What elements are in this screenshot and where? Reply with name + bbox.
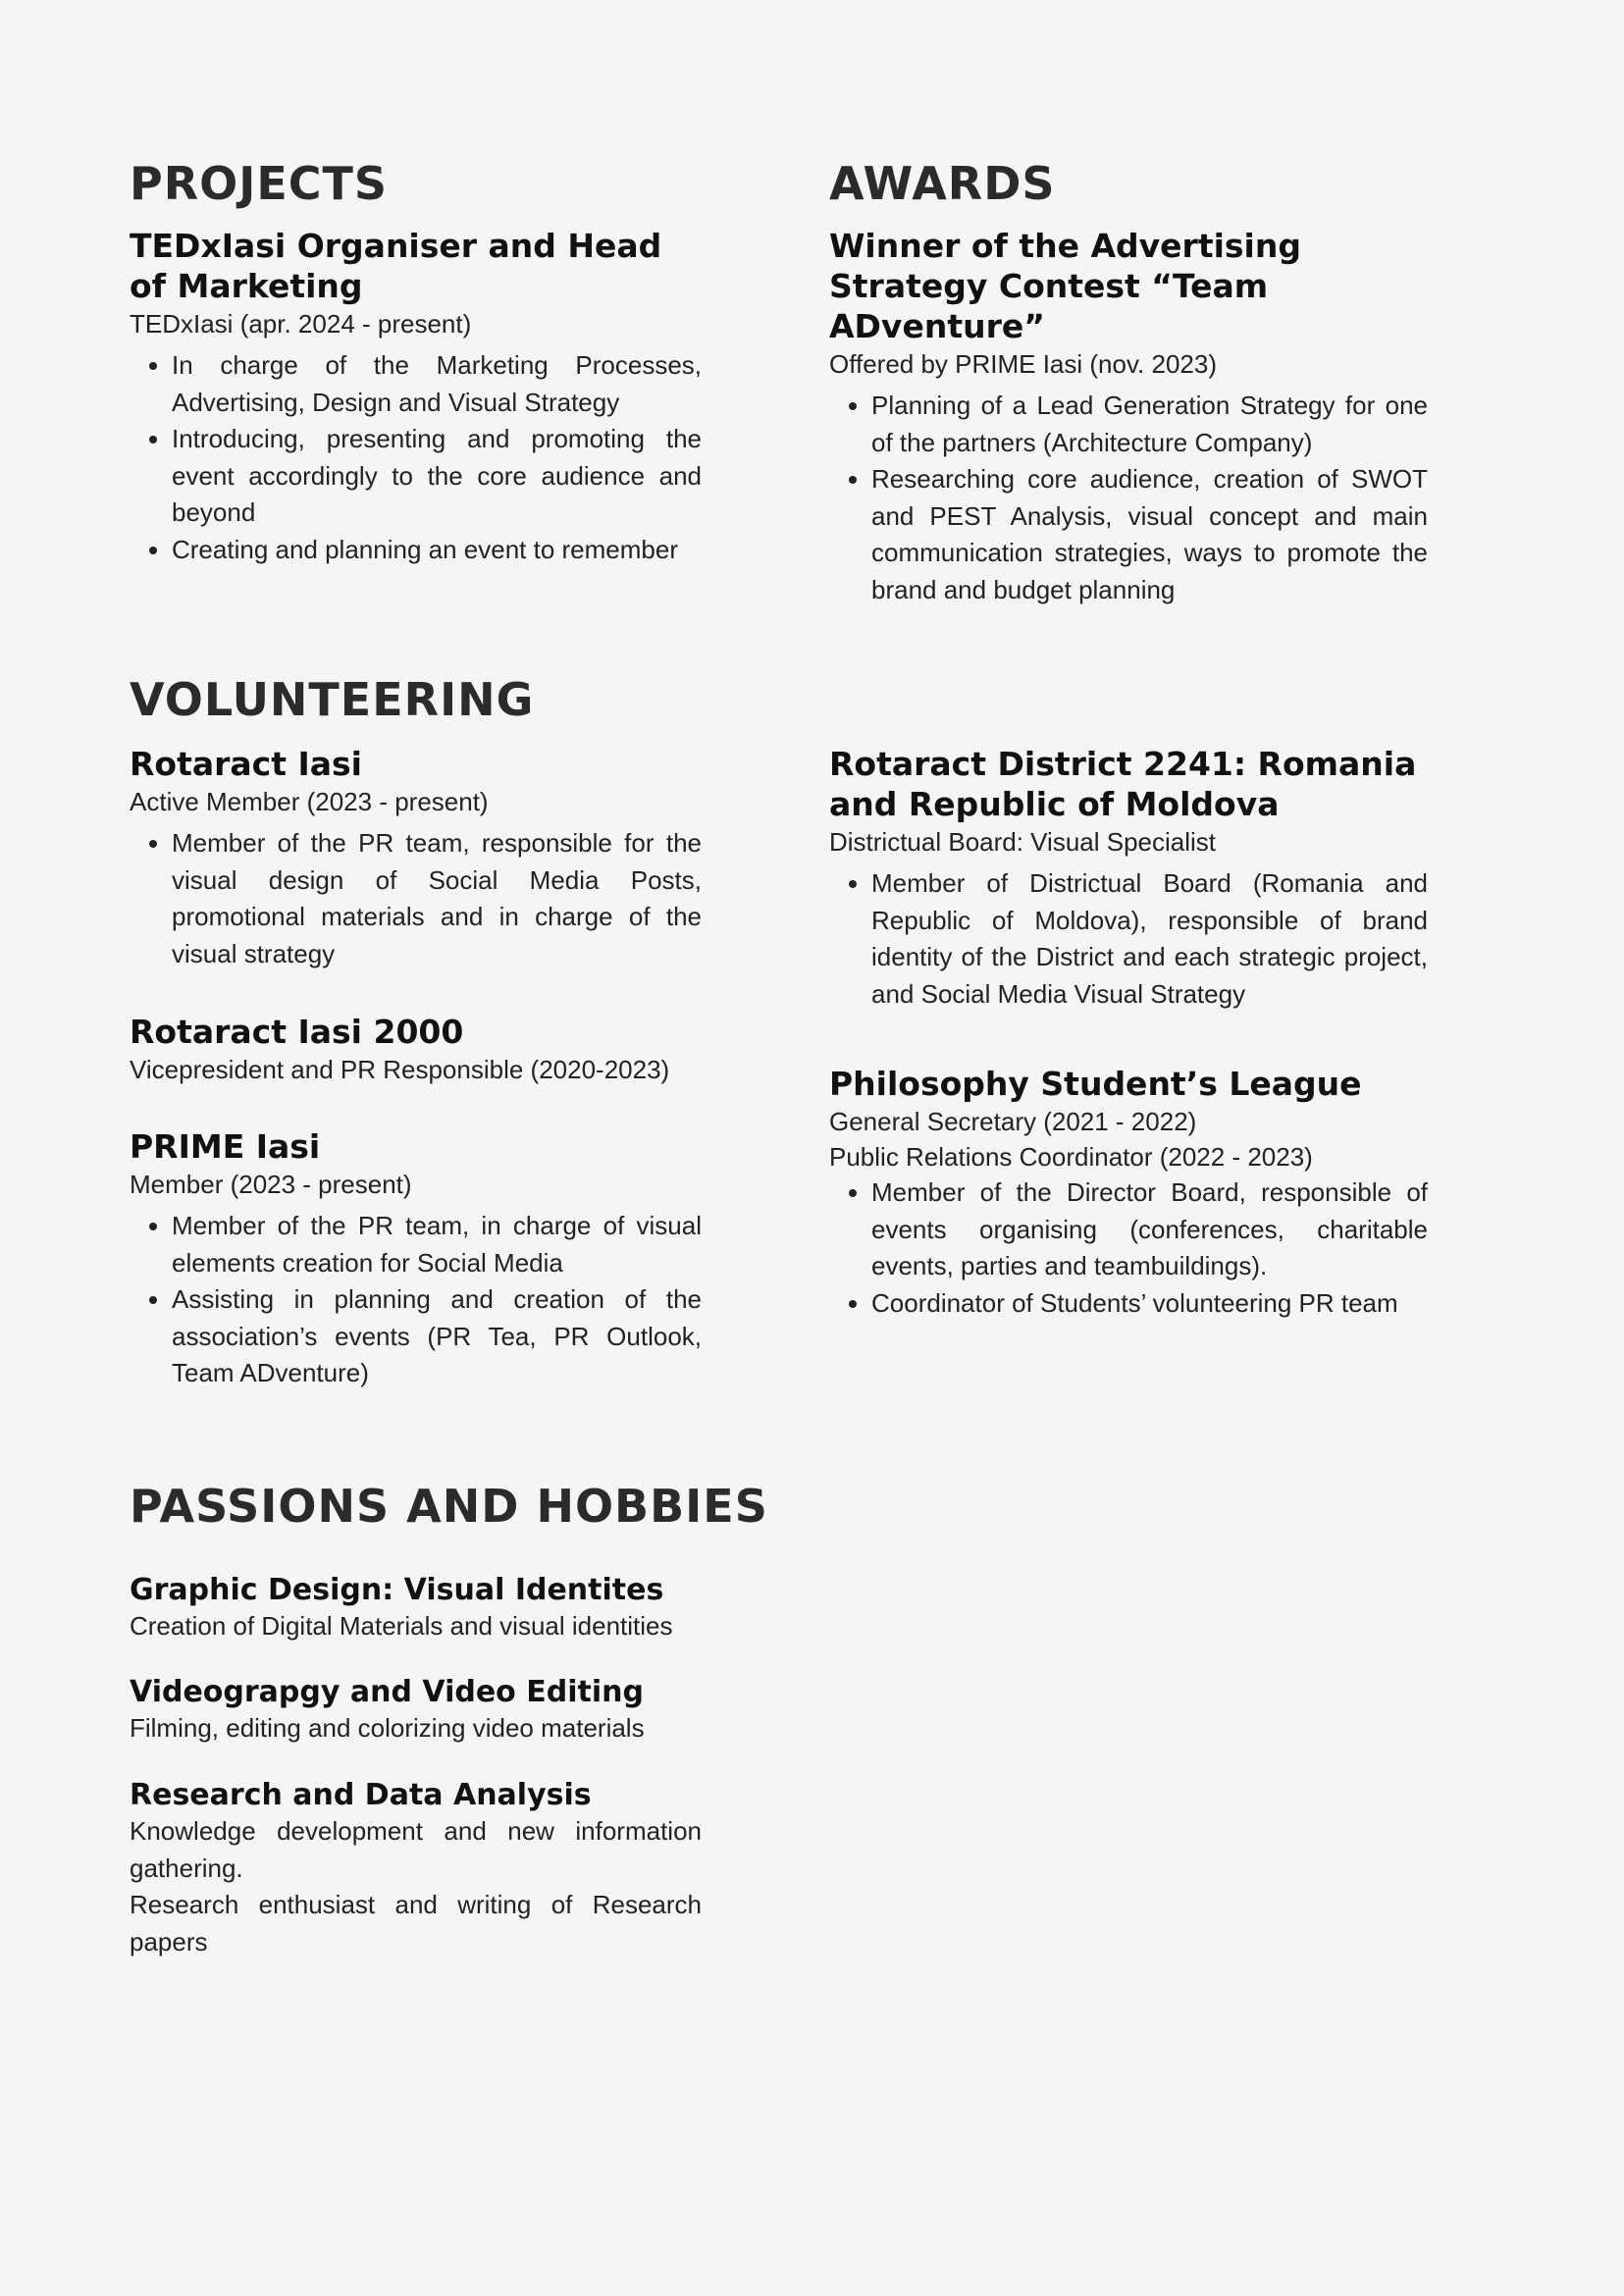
list-item: • Assisting in planning and creation of the association’s events (PR Tea, PR Outlook, Team ADventure)	[172, 1281, 702, 1392]
philosophy-entry	[829, 1064, 1428, 1322]
hobby-item	[130, 1675, 758, 1748]
rotaract-2000-entry	[130, 1012, 702, 1087]
list-item: • Member of the Director Board, responsible of events organising (conferences, charitable events, parties and teambuildings).	[871, 1174, 1428, 1285]
rotaract-iasi-meta: Active Member (2023 - present)	[130, 787, 489, 816]
rotaract-iasi-entry	[130, 744, 702, 972]
hobby-text: Filming, editing and colorizing video materials	[130, 1713, 645, 1743]
passions-section	[130, 1480, 875, 1533]
prime-entry	[130, 1126, 702, 1392]
hobby-item	[130, 1778, 702, 1960]
hobby-text: Research enthusiast and writing of Research papers	[130, 1890, 702, 1957]
projects-section	[130, 157, 702, 210]
district-entry	[829, 744, 1428, 1013]
philosophy-meta-1: General Secretary (2021 - 2022)	[829, 1107, 1197, 1136]
rotaract-2000-meta: Vicepresident and PR Responsible (2020-2023)	[130, 1055, 670, 1084]
list-item: • Researching core audience, creation of SWOT and PEST Analysis, visual concept and main communication strategies, ways to promote the brand and budget planning	[871, 461, 1428, 608]
hobby-item	[130, 1573, 758, 1645]
philosophy-title: Philosophy Student’s League	[829, 1065, 1362, 1103]
hobby-title: Graphic Design: Visual Identites	[130, 1573, 664, 1607]
volunteering-section	[130, 673, 702, 726]
list-item: • Creating and planning an event to remember	[172, 532, 702, 569]
projects-entry-meta: TEDxIasi (apr. 2024 - present)	[130, 309, 472, 339]
awards-entry-meta: Offered by PRIME Iasi (nov. 2023)	[829, 349, 1217, 379]
hobby-title: Research and Data Analysis	[130, 1778, 592, 1812]
philosophy-bullets	[829, 1174, 1428, 1322]
projects-entry	[130, 226, 702, 568]
hobby-title: Videograpgy and Video Editing	[130, 1675, 644, 1709]
rotaract-iasi-title: Rotaract Iasi	[130, 745, 362, 783]
philosophy-meta-2: Public Relations Coordinator (2022 - 2023)	[829, 1142, 1313, 1172]
rotaract-iasi-bullets	[130, 825, 702, 972]
rotaract-2000-title: Rotaract Iasi 2000	[130, 1013, 464, 1051]
district-title: Rotaract District 2241: Romania and Republic of Moldova	[829, 745, 1417, 823]
projects-heading: PROJECTS	[130, 157, 389, 210]
list-item: • Planning of a Lead Generation Strategy for one of the partners (Architecture Company)	[871, 388, 1428, 461]
district-meta: Districtual Board: Visual Specialist	[829, 827, 1217, 857]
list-item: • Coordinator of Students’ volunteering PR team	[871, 1285, 1428, 1323]
awards-heading: AWARDS	[829, 157, 1056, 210]
passions-heading: PASSIONS AND HOBBIES	[130, 1480, 768, 1533]
prime-bullets	[130, 1208, 702, 1392]
projects-entry-bullets	[130, 347, 702, 568]
list-item: • Member of Districtual Board (Romania and Republic of Moldova), responsible of brand identity of the District and each strategic project, and Social Media Visual Strategy	[871, 865, 1428, 1013]
prime-title: PRIME Iasi	[130, 1127, 321, 1166]
list-item: • Member of the PR team, responsible for the visual design of Social Media Posts, promotional materials and in charge of the visual strategy	[172, 825, 702, 972]
list-item: • Introducing, presenting and promoting the event accordingly to the core audience and beyond	[172, 421, 702, 532]
awards-entry	[829, 226, 1428, 608]
list-item: • Member of the PR team, in charge of visual elements creation for Social Media	[172, 1208, 702, 1281]
awards-entry-bullets	[829, 388, 1428, 608]
projects-entry-title: TEDxIasi Organiser and Head of Marketing	[130, 227, 662, 305]
district-bullets	[829, 865, 1428, 1013]
hobby-text: Knowledge development and new information gathering.	[130, 1816, 702, 1883]
prime-meta: Member (2023 - present)	[130, 1170, 412, 1199]
list-item: • In charge of the Marketing Processes, Advertising, Design and Visual Strategy	[172, 347, 702, 421]
awards-section	[829, 157, 1428, 210]
hobby-text: Creation of Digital Materials and visual identities	[130, 1611, 673, 1641]
volunteering-heading: VOLUNTEERING	[130, 673, 535, 726]
awards-entry-title: Winner of the Advertising Strategy Contest “Team ADventure”	[829, 227, 1301, 345]
